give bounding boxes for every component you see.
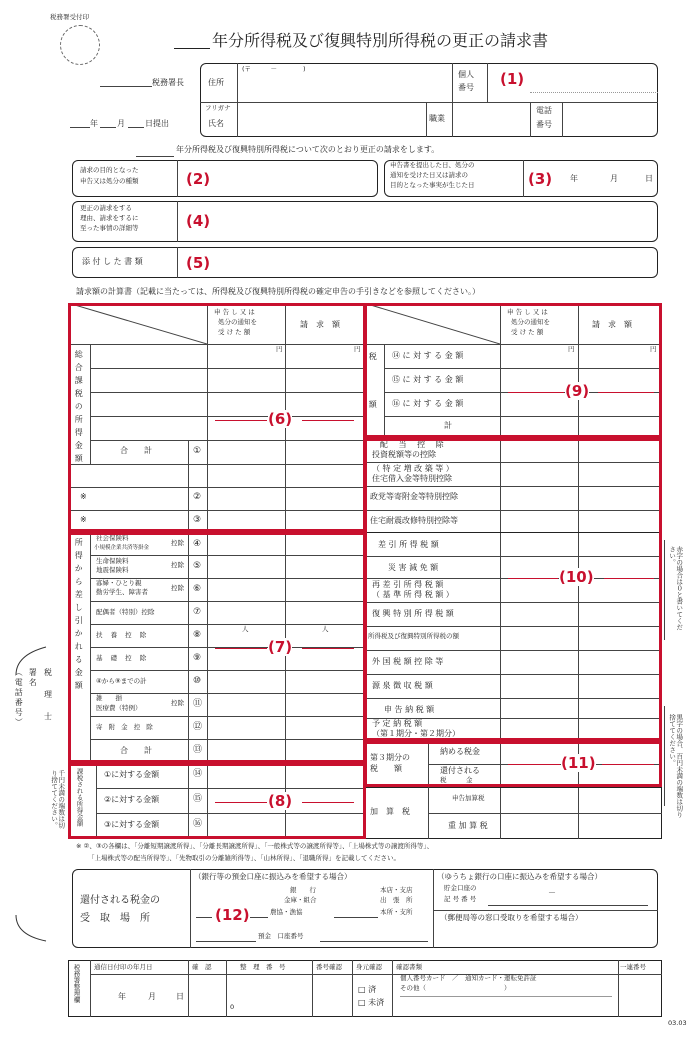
annotation-6: (6): [268, 410, 293, 428]
office-vertical-label: 税務署整理欄: [72, 964, 81, 1003]
black-note: 黒字の場合、百円未満の端数は切り捨ててください。: [668, 714, 684, 818]
annotation-3: (3): [528, 170, 553, 188]
tax-office-label: 税務署長: [152, 78, 184, 87]
annotation-8: (8): [268, 792, 293, 810]
intro-text: 年分所得税及び復興特別所得税について次のとおり更正の請求をします。: [176, 145, 440, 154]
annotation-12: (12): [215, 906, 250, 924]
form-code: 03.03: [668, 1019, 687, 1027]
annotation-1: (1): [500, 70, 525, 88]
region-9: [364, 303, 662, 438]
deduction-vertical-label: 所得から差し引かれる金額: [74, 538, 84, 694]
stamp-label: 税務署受付印: [50, 13, 89, 21]
page-title: 年分所得税及び復興特別所得税の更正の請求書: [212, 31, 549, 50]
doc-number-ticks: [400, 996, 612, 1016]
income-vertical-label: 総合課税の所得金額: [74, 350, 84, 467]
signature-brace: [8, 645, 48, 945]
attachments-box: [72, 247, 658, 278]
tax-office-blank: [100, 86, 152, 87]
region-10: [364, 438, 662, 741]
footnote-line-2: 「上場株式等の配当所得等」、「先物取引の分離雑所得等」、「山林所得」、「退職所得」を記載してください。: [88, 854, 400, 862]
annotation-10: (10): [559, 568, 594, 586]
stamp-circle: [60, 25, 100, 65]
reason-box: [72, 201, 658, 242]
annotation-5: (5): [186, 254, 211, 272]
annotation-11: (11): [561, 754, 596, 772]
taxable-vertical-label: 課税される所得金額: [75, 768, 84, 827]
thousand-note: 千円未満の端数は切り捨ててください。: [50, 770, 66, 829]
title-year-blank: [174, 48, 210, 49]
my-number-ticks: [530, 92, 658, 102]
region-6: [68, 303, 366, 532]
annotation-7: (7): [268, 638, 293, 656]
region-8: [68, 763, 366, 839]
annotation-9: (9): [565, 382, 590, 400]
red-note: 赤字の場合は０と書いてください。: [668, 546, 684, 631]
annotation-2: (2): [186, 170, 211, 188]
annotation-4: (4): [186, 212, 211, 230]
footnote-line-1: ※ ②、③の各欄は、「分離短期譲渡所得」、「分離長期譲渡所得」、「一般株式等の譲渡所得等」、「上場株式等の譲渡所得等」、: [76, 842, 434, 850]
calc-heading: 請求額の計算書（記載に当たっては、所得税及び復興特別所得税の確定申告の手引きなどを参照してください。）: [76, 287, 480, 296]
